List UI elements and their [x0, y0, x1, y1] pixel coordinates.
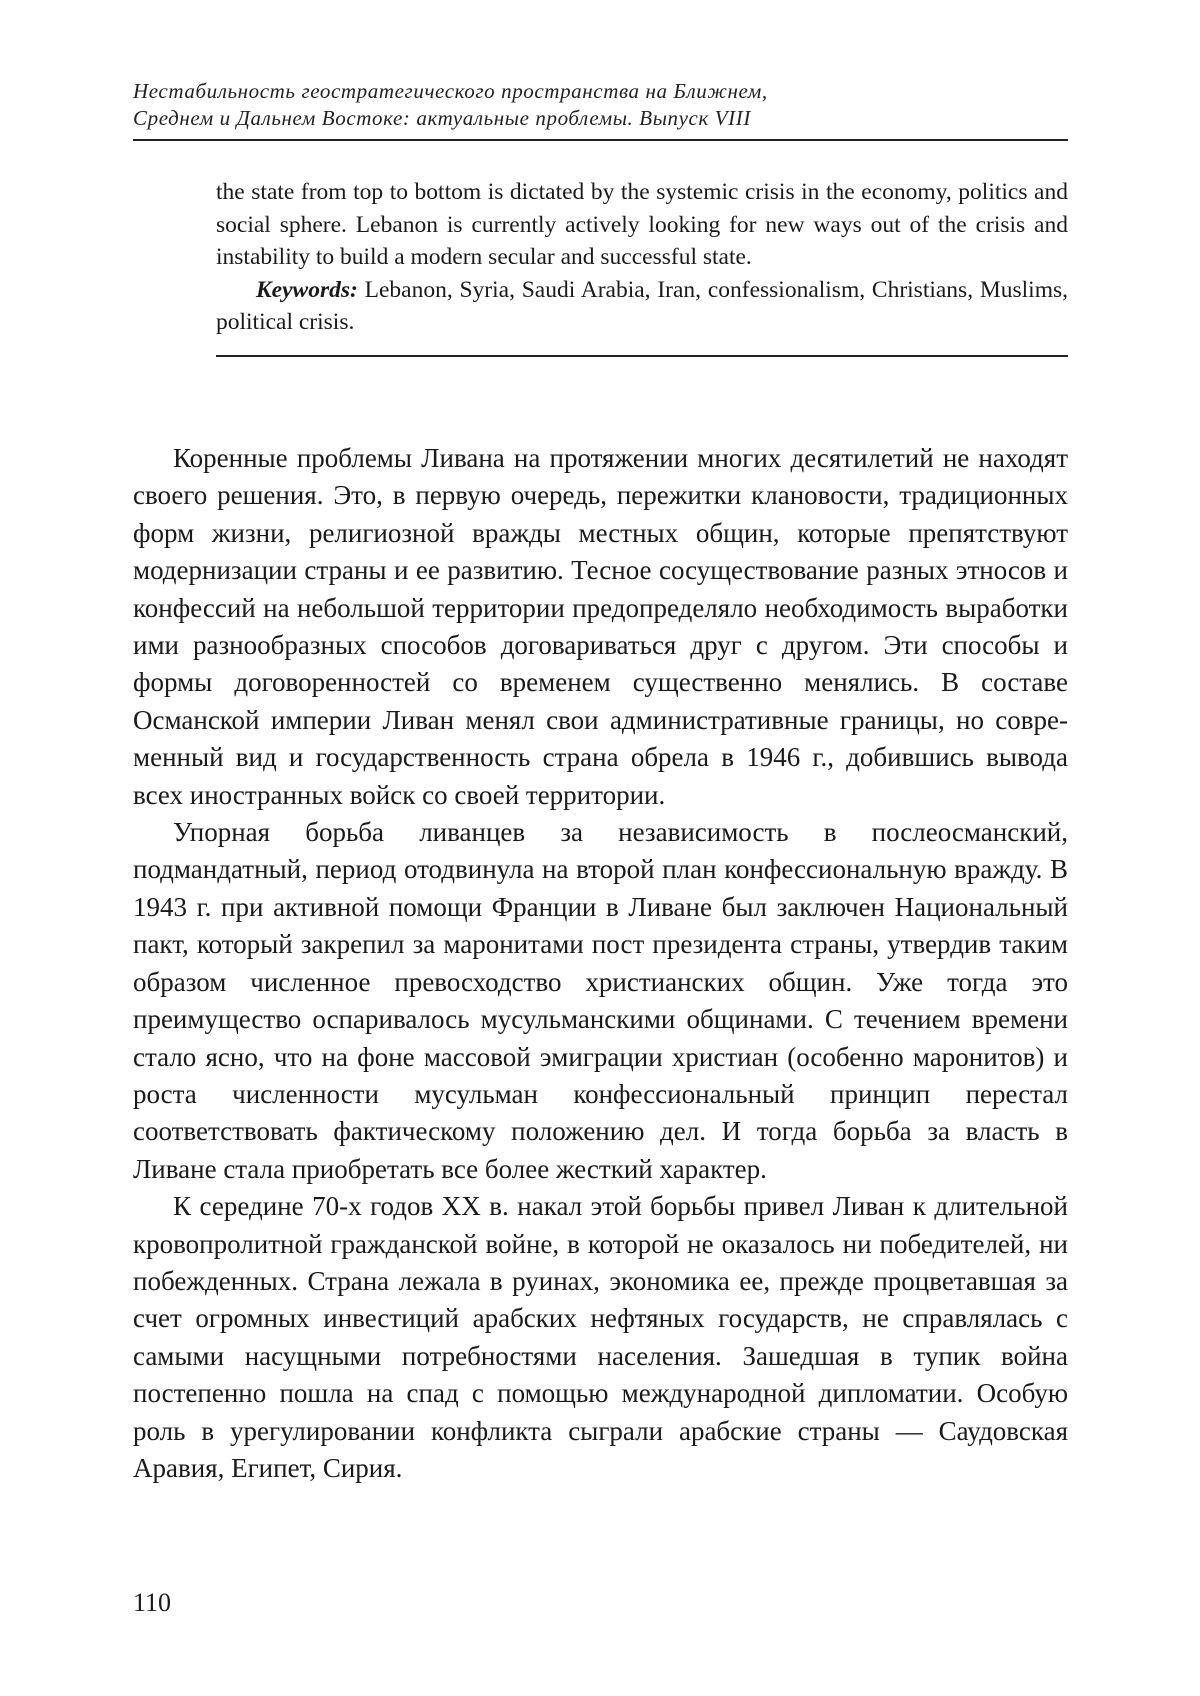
body-text [133, 440, 1068, 1487]
body-paragraph-2: Упорная борьба ливанцев за независимость в послеосманский, подмандатный, период отодвинула на второй план конфессиональную вражду. В 1943 г. при активной помощи Франции в Ливане был заключен Национальный пакт, который закрепил за маронитами пост президента страны, утвердив таким образом численное превосходство христиан­ских общин. Уже тогда это преимущество оспаривалось мусульман­скими общинами. С течением времени стало ясно, что на фоне мас­совой эмиграции христиан (особенно маронитов) и роста численности мусульман конфессиональный принцип перестал соответствовать фак­тическому положению дел. И тогда борьба за власть в Ливане стала при­обретать все более жесткий характер. [133, 814, 1068, 1188]
running-header [133, 78, 1068, 132]
abstract-text: the state from top to bottom is dictated by the systemic crisis in the economy, politics and social sphere. Lebanon is currently actively looking for new ways out of the crisis and instability to build a modern secular and successful state. [216, 176, 1068, 274]
abstract-block [216, 176, 1068, 339]
body-paragraph-1: Коренные проблемы Ливана на протяжении многих десятилетий не находят своего решения. Это, в первую очередь, пережитки клановости, традиционных форм жизни, религиозной вражды местных общин, которые препятствуют модернизации страны и ее развитию. Тесное сосуществование разных этносов и конфессий на небольшой терри­тории предопределяло необходимость выработки ими разнообразных способов договариваться друг с другом. Эти способы и формы догово­ренностей со временем существенно менялись. В составе Османской империи Ливан менял свои административные границы, но совре­менный вид и государственность страна обрела в 1946 г., добившись вывода всех иностранных войск со своей территории. [133, 440, 1068, 814]
header-rule [133, 139, 1068, 141]
page-number: 110 [133, 1588, 171, 1618]
running-header-line-1: Нестабильность геостратегического пространства на Ближнем, [133, 78, 1068, 105]
keywords-list: Lebanon, Syria, Saudi Arabia, Iran, confessionalism, Christians, Muslims, political crisis. [216, 277, 1068, 336]
abstract-rule [216, 355, 1068, 357]
keywords-label: Keywords: [256, 277, 358, 303]
running-header-line-2: Среднем и Дальнем Востоке: актуальные проблемы. Выпуск VIII [133, 105, 1068, 132]
keywords-paragraph [216, 274, 1068, 339]
body-paragraph-3: К середине 70-х годов XX в. накал этой борьбы привел Ливан к дли­тельной кровопролитной гражданской войне, в которой не оказалось ни победителей, ни побежденных. Страна лежала в руинах, экономика ее, прежде процветавшая за счет огромных инвестиций арабских нефтяных государств, не справлялась с самыми насущными потребностями насе­ления. Зашедшая в тупик война постепенно пошла на спад с помощью международной дипломатии. Особую роль в урегулировании кон­фликта сыграли арабские страны — Саудовская Аравия, Египет, Сирия. [133, 1188, 1068, 1487]
